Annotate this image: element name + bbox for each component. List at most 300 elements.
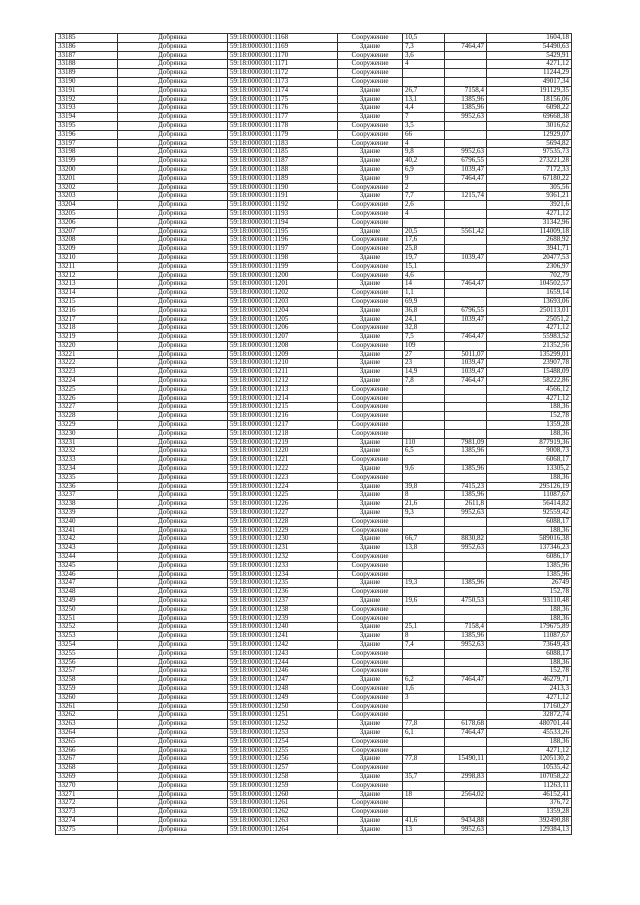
cell-cadastral-number: 59:18:0000301:1222 xyxy=(228,465,338,474)
cell-locality: Добрянка xyxy=(118,588,228,597)
cell-cadastral-value: 135299,01 xyxy=(487,350,572,359)
cell-index: 33229 xyxy=(56,421,118,430)
cell-unit-cost xyxy=(445,201,487,210)
cell-object-type: Здание xyxy=(338,640,403,649)
cell-unit-cost: 1039,47 xyxy=(445,165,487,174)
table-row xyxy=(56,227,572,236)
cell-area: 19,7 xyxy=(403,253,445,262)
cell-cadastral-number: 59:18:0000301:1234 xyxy=(228,570,338,579)
cell-locality: Добрянка xyxy=(118,447,228,456)
cell-cadastral-value: 1359,28 xyxy=(487,808,572,817)
cell-unit-cost: 6796,55 xyxy=(445,157,487,166)
cell-index: 33194 xyxy=(56,113,118,122)
cell-cadastral-number: 59:18:0000301:1255 xyxy=(228,746,338,755)
cell-cadastral-value: 7172,33 xyxy=(487,165,572,174)
cell-object-type: Сооружение xyxy=(338,473,403,482)
cell-cadastral-value: 2688,92 xyxy=(487,236,572,245)
table-row xyxy=(56,412,572,421)
cell-unit-cost: 1385,96 xyxy=(445,95,487,104)
cell-cadastral-value: 188,36 xyxy=(487,473,572,482)
cell-cadastral-number: 59:18:0000301:1185 xyxy=(228,148,338,157)
cell-cadastral-number: 59:18:0000301:1174 xyxy=(228,86,338,95)
cell-cadastral-number: 59:18:0000301:1246 xyxy=(228,667,338,676)
cell-index: 33216 xyxy=(56,306,118,315)
cell-index: 33198 xyxy=(56,148,118,157)
cell-cadastral-value: 4271,12 xyxy=(487,746,572,755)
cell-cadastral-value: 45533,26 xyxy=(487,728,572,737)
cell-area xyxy=(403,553,445,562)
cell-area: 9,6 xyxy=(403,465,445,474)
table-row xyxy=(56,86,572,95)
cell-cadastral-value: 10535,42 xyxy=(487,764,572,773)
cell-locality: Добрянка xyxy=(118,421,228,430)
cell-cadastral-number: 59:18:0000301:1210 xyxy=(228,359,338,368)
table-row xyxy=(56,280,572,289)
cell-cadastral-value: 9008,73 xyxy=(487,447,572,456)
cell-cadastral-value: 188,36 xyxy=(487,614,572,623)
cell-locality: Добрянка xyxy=(118,676,228,685)
cell-unit-cost: 1215,74 xyxy=(445,192,487,201)
cell-cadastral-number: 59:18:0000301:1229 xyxy=(228,526,338,535)
cell-cadastral-number: 59:18:0000301:1216 xyxy=(228,412,338,421)
cell-index: 33228 xyxy=(56,412,118,421)
cell-locality: Добрянка xyxy=(118,289,228,298)
cell-object-type: Сооружение xyxy=(338,271,403,280)
table-row xyxy=(56,649,572,658)
cell-area: 66,7 xyxy=(403,535,445,544)
cell-area xyxy=(403,517,445,526)
cell-cadastral-number: 59:18:0000301:1225 xyxy=(228,491,338,500)
cell-cadastral-number: 59:18:0000301:1238 xyxy=(228,605,338,614)
cell-cadastral-value: 1359,28 xyxy=(487,421,572,430)
cell-unit-cost xyxy=(445,473,487,482)
cell-locality: Добрянка xyxy=(118,60,228,69)
cell-area: 23 xyxy=(403,359,445,368)
cell-locality: Добрянка xyxy=(118,728,228,737)
cell-area: 14 xyxy=(403,280,445,289)
cell-cadastral-number: 59:18:0000301:1214 xyxy=(228,394,338,403)
cell-index: 33254 xyxy=(56,640,118,649)
cell-cadastral-number: 59:18:0000301:1254 xyxy=(228,737,338,746)
cell-cadastral-value: 49017,34 xyxy=(487,77,572,86)
cell-index: 33202 xyxy=(56,183,118,192)
cell-area: 19,6 xyxy=(403,597,445,606)
cell-area: 77,8 xyxy=(403,755,445,764)
cell-cadastral-value: 295126,19 xyxy=(487,482,572,491)
cell-object-type: Сооружение xyxy=(338,649,403,658)
cell-area: 1,1 xyxy=(403,289,445,298)
cell-locality: Добрянка xyxy=(118,192,228,201)
cell-index: 33197 xyxy=(56,139,118,148)
cell-cadastral-number: 59:18:0000301:1206 xyxy=(228,324,338,333)
cell-cadastral-value: 6088,17 xyxy=(487,517,572,526)
cell-index: 33211 xyxy=(56,262,118,271)
cell-object-type: Сооружение xyxy=(338,429,403,438)
cell-area: 4 xyxy=(403,209,445,218)
cell-locality: Добрянка xyxy=(118,403,228,412)
cell-object-type: Сооружение xyxy=(338,236,403,245)
cell-object-type: Здание xyxy=(338,165,403,174)
cell-unit-cost xyxy=(445,139,487,148)
cell-unit-cost: 2998,83 xyxy=(445,772,487,781)
cell-locality: Добрянка xyxy=(118,711,228,720)
cell-cadastral-value: 250113,01 xyxy=(487,306,572,315)
cell-unit-cost xyxy=(445,297,487,306)
cell-object-type: Сооружение xyxy=(338,684,403,693)
cell-unit-cost xyxy=(445,667,487,676)
cell-unit-cost xyxy=(445,209,487,218)
cell-unit-cost: 7158,4 xyxy=(445,86,487,95)
cell-index: 33263 xyxy=(56,720,118,729)
cell-locality: Добрянка xyxy=(118,746,228,755)
cell-cadastral-value: 305,56 xyxy=(487,183,572,192)
cell-object-type: Сооружение xyxy=(338,297,403,306)
cell-object-type: Здание xyxy=(338,597,403,606)
cell-cadastral-value: 4271,12 xyxy=(487,324,572,333)
cell-object-type: Сооружение xyxy=(338,34,403,43)
cell-index: 33185 xyxy=(56,34,118,43)
cell-area xyxy=(403,588,445,597)
cell-cadastral-number: 59:18:0000301:1171 xyxy=(228,60,338,69)
cell-locality: Добрянка xyxy=(118,280,228,289)
cell-index: 33267 xyxy=(56,755,118,764)
cell-cadastral-value: 15488,09 xyxy=(487,368,572,377)
cell-area: 35,7 xyxy=(403,772,445,781)
cell-cadastral-number: 59:18:0000301:1173 xyxy=(228,77,338,86)
cell-area: 4 xyxy=(403,60,445,69)
table-row xyxy=(56,667,572,676)
cell-cadastral-value: 589016,38 xyxy=(487,535,572,544)
cell-locality: Добрянка xyxy=(118,649,228,658)
table-row xyxy=(56,95,572,104)
cell-cadastral-number: 59:18:0000301:1250 xyxy=(228,702,338,711)
cell-area xyxy=(403,218,445,227)
table-row xyxy=(56,553,572,562)
cell-cadastral-value: 69668,38 xyxy=(487,113,572,122)
cell-cadastral-number: 59:18:0000301:1263 xyxy=(228,816,338,825)
cell-cadastral-number: 59:18:0000301:1188 xyxy=(228,165,338,174)
cell-area: 14,9 xyxy=(403,368,445,377)
cell-object-type: Сооружение xyxy=(338,385,403,394)
cell-area xyxy=(403,412,445,421)
table-row xyxy=(56,157,572,166)
cell-locality: Добрянка xyxy=(118,781,228,790)
cell-unit-cost xyxy=(445,808,487,817)
table-row xyxy=(56,597,572,606)
cell-cadastral-value: 1385,96 xyxy=(487,570,572,579)
cell-object-type: Здание xyxy=(338,174,403,183)
cell-object-type: Здание xyxy=(338,113,403,122)
cell-index: 33274 xyxy=(56,816,118,825)
cell-locality: Добрянка xyxy=(118,684,228,693)
cell-locality: Добрянка xyxy=(118,218,228,227)
cell-index: 33252 xyxy=(56,623,118,632)
cell-index: 33233 xyxy=(56,456,118,465)
cell-cadastral-value: 12929,07 xyxy=(487,130,572,139)
cell-locality: Добрянка xyxy=(118,623,228,632)
cell-index: 33220 xyxy=(56,341,118,350)
cell-area: 9 xyxy=(403,174,445,183)
cell-object-type: Сооружение xyxy=(338,658,403,667)
cell-object-type: Здание xyxy=(338,192,403,201)
cell-cadastral-number: 59:18:0000301:1197 xyxy=(228,245,338,254)
table-row xyxy=(56,148,572,157)
table-row xyxy=(56,77,572,86)
cell-unit-cost: 1039,47 xyxy=(445,315,487,324)
cell-unit-cost: 7464,47 xyxy=(445,676,487,685)
cell-index: 33195 xyxy=(56,121,118,130)
table-row xyxy=(56,438,572,447)
cell-unit-cost: 5561,42 xyxy=(445,227,487,236)
cell-unit-cost: 15490,11 xyxy=(445,755,487,764)
cell-object-type: Сооружение xyxy=(338,667,403,676)
table-row xyxy=(56,799,572,808)
cell-cadastral-value: 129384,13 xyxy=(487,825,572,834)
cell-locality: Добрянка xyxy=(118,350,228,359)
cell-cadastral-number: 59:18:0000301:1261 xyxy=(228,799,338,808)
cell-cadastral-number: 59:18:0000301:1203 xyxy=(228,297,338,306)
table-row xyxy=(56,192,572,201)
cell-locality: Добрянка xyxy=(118,465,228,474)
cell-cadastral-value: 5429,91 xyxy=(487,51,572,60)
cell-cadastral-number: 59:18:0000301:1252 xyxy=(228,720,338,729)
cell-object-type: Здание xyxy=(338,95,403,104)
cell-cadastral-value: 11087,67 xyxy=(487,491,572,500)
cell-cadastral-number: 59:18:0000301:1247 xyxy=(228,676,338,685)
cell-locality: Добрянка xyxy=(118,772,228,781)
cell-cadastral-number: 59:18:0000301:1233 xyxy=(228,561,338,570)
table-row xyxy=(56,289,572,298)
cell-cadastral-value: 11244,29 xyxy=(487,69,572,78)
cell-object-type: Здание xyxy=(338,825,403,834)
cell-unit-cost xyxy=(445,614,487,623)
cell-unit-cost xyxy=(445,711,487,720)
table-row xyxy=(56,403,572,412)
cell-object-type: Здание xyxy=(338,253,403,262)
cell-area: 32,8 xyxy=(403,324,445,333)
cell-object-type: Здание xyxy=(338,755,403,764)
table-row xyxy=(56,632,572,641)
cell-locality: Добрянка xyxy=(118,720,228,729)
cell-area: 9,8 xyxy=(403,148,445,157)
cell-object-type: Здание xyxy=(338,368,403,377)
cell-object-type: Сооружение xyxy=(338,561,403,570)
cell-locality: Добрянка xyxy=(118,693,228,702)
cell-index: 33235 xyxy=(56,473,118,482)
table-row xyxy=(56,526,572,535)
cell-unit-cost xyxy=(445,570,487,579)
cell-area: 7,8 xyxy=(403,377,445,386)
cell-locality: Добрянка xyxy=(118,614,228,623)
cell-object-type: Здание xyxy=(338,350,403,359)
cell-cadastral-number: 59:18:0000301:1256 xyxy=(228,755,338,764)
cell-cadastral-value: 17160,27 xyxy=(487,702,572,711)
table-row xyxy=(56,429,572,438)
cell-cadastral-number: 59:18:0000301:1189 xyxy=(228,174,338,183)
cell-index: 33231 xyxy=(56,438,118,447)
cell-object-type: Здание xyxy=(338,816,403,825)
table-row xyxy=(56,209,572,218)
cell-area xyxy=(403,561,445,570)
cell-area xyxy=(403,781,445,790)
cell-index: 33257 xyxy=(56,667,118,676)
cell-locality: Добрянка xyxy=(118,139,228,148)
cell-index: 33210 xyxy=(56,253,118,262)
cell-object-type: Здание xyxy=(338,676,403,685)
cell-cadastral-value: 273221,28 xyxy=(487,157,572,166)
cell-area: 40,2 xyxy=(403,157,445,166)
cell-object-type: Сооружение xyxy=(338,421,403,430)
cell-cadastral-number: 59:18:0000301:1231 xyxy=(228,544,338,553)
cell-locality: Добрянка xyxy=(118,658,228,667)
table-row xyxy=(56,183,572,192)
table-row xyxy=(56,42,572,51)
cell-locality: Добрянка xyxy=(118,324,228,333)
cell-cadastral-number: 59:18:0000301:1202 xyxy=(228,289,338,298)
cell-unit-cost xyxy=(445,693,487,702)
cell-index: 33204 xyxy=(56,201,118,210)
cell-cadastral-value: 93110,48 xyxy=(487,597,572,606)
cell-cadastral-number: 59:18:0000301:1240 xyxy=(228,623,338,632)
cell-unit-cost: 8830,82 xyxy=(445,535,487,544)
table-row xyxy=(56,816,572,825)
cell-cadastral-number: 59:18:0000301:1211 xyxy=(228,368,338,377)
cell-unit-cost xyxy=(445,746,487,755)
cell-cadastral-number: 59:18:0000301:1215 xyxy=(228,403,338,412)
cell-object-type: Сооружение xyxy=(338,403,403,412)
cell-cadastral-value: 1604,18 xyxy=(487,34,572,43)
cell-cadastral-value: 20477,53 xyxy=(487,253,572,262)
cell-locality: Добрянка xyxy=(118,95,228,104)
table-row xyxy=(56,456,572,465)
cell-object-type: Сооружение xyxy=(338,130,403,139)
cell-area: 6,1 xyxy=(403,728,445,737)
cell-locality: Добрянка xyxy=(118,544,228,553)
cell-object-type: Сооружение xyxy=(338,262,403,271)
cell-cadastral-number: 59:18:0000301:1221 xyxy=(228,456,338,465)
cell-index: 33273 xyxy=(56,808,118,817)
cell-index: 33258 xyxy=(56,676,118,685)
table-row xyxy=(56,201,572,210)
cell-area xyxy=(403,808,445,817)
cell-cadastral-number: 59:18:0000301:1219 xyxy=(228,438,338,447)
cell-cadastral-number: 59:18:0000301:1178 xyxy=(228,121,338,130)
cell-object-type: Сооружение xyxy=(338,746,403,755)
table-row xyxy=(56,130,572,139)
cell-cadastral-number: 59:18:0000301:1251 xyxy=(228,711,338,720)
cell-cadastral-value: 1385,96 xyxy=(487,561,572,570)
cell-unit-cost: 9952,63 xyxy=(445,509,487,518)
cell-locality: Добрянка xyxy=(118,605,228,614)
cell-locality: Добрянка xyxy=(118,579,228,588)
cell-object-type: Здание xyxy=(338,333,403,342)
table-row xyxy=(56,579,572,588)
cell-locality: Добрянка xyxy=(118,271,228,280)
table-row xyxy=(56,588,572,597)
cell-cadastral-value: 25051,2 xyxy=(487,315,572,324)
table-row xyxy=(56,34,572,43)
cell-cadastral-number: 59:18:0000301:1170 xyxy=(228,51,338,60)
cell-area xyxy=(403,456,445,465)
cell-area: 24,1 xyxy=(403,315,445,324)
cell-locality: Добрянка xyxy=(118,315,228,324)
cell-unit-cost xyxy=(445,764,487,773)
cell-area: 19,3 xyxy=(403,579,445,588)
cell-area xyxy=(403,429,445,438)
cell-object-type: Сооружение xyxy=(338,764,403,773)
cell-index: 33217 xyxy=(56,315,118,324)
cell-locality: Добрянка xyxy=(118,702,228,711)
table-row xyxy=(56,359,572,368)
cell-index: 33266 xyxy=(56,746,118,755)
cell-unit-cost xyxy=(445,324,487,333)
cell-cadastral-number: 59:18:0000301:1175 xyxy=(228,95,338,104)
cell-object-type: Здание xyxy=(338,227,403,236)
cell-unit-cost xyxy=(445,69,487,78)
cell-area xyxy=(403,77,445,86)
cell-object-type: Здание xyxy=(338,86,403,95)
table-row xyxy=(56,165,572,174)
cell-object-type: Сооружение xyxy=(338,553,403,562)
cell-index: 33205 xyxy=(56,209,118,218)
cell-cadastral-value: 114009,18 xyxy=(487,227,572,236)
cell-index: 33243 xyxy=(56,544,118,553)
cell-object-type: Здание xyxy=(338,306,403,315)
cell-locality: Добрянка xyxy=(118,438,228,447)
cell-area: 7,3 xyxy=(403,42,445,51)
cell-object-type: Сооружение xyxy=(338,693,403,702)
cell-unit-cost: 1385,96 xyxy=(445,465,487,474)
cell-unit-cost: 1385,96 xyxy=(445,491,487,500)
cell-locality: Добрянка xyxy=(118,104,228,113)
cell-object-type: Здание xyxy=(338,790,403,799)
cell-area: 2,6 xyxy=(403,201,445,210)
cell-object-type: Здание xyxy=(338,632,403,641)
cell-index: 33250 xyxy=(56,605,118,614)
cell-cadastral-value: 11087,67 xyxy=(487,632,572,641)
cell-unit-cost xyxy=(445,121,487,130)
cell-cadastral-value: 13305,2 xyxy=(487,465,572,474)
cell-unit-cost xyxy=(445,51,487,60)
cell-index: 33245 xyxy=(56,561,118,570)
cell-locality: Добрянка xyxy=(118,553,228,562)
cell-cadastral-number: 59:18:0000301:1260 xyxy=(228,790,338,799)
cell-area: 8 xyxy=(403,491,445,500)
cell-cadastral-number: 59:18:0000301:1199 xyxy=(228,262,338,271)
cell-unit-cost xyxy=(445,588,487,597)
cell-area xyxy=(403,658,445,667)
cell-locality: Добрянка xyxy=(118,333,228,342)
table-row xyxy=(56,245,572,254)
cell-area: 41,6 xyxy=(403,816,445,825)
cell-object-type: Здание xyxy=(338,359,403,368)
cell-object-type: Сооружение xyxy=(338,77,403,86)
cell-locality: Добрянка xyxy=(118,632,228,641)
cell-index: 33241 xyxy=(56,526,118,535)
cell-object-type: Сооружение xyxy=(338,245,403,254)
table-row xyxy=(56,174,572,183)
cell-unit-cost: 7464,47 xyxy=(445,333,487,342)
cell-cadastral-value: 480701,44 xyxy=(487,720,572,729)
cell-unit-cost xyxy=(445,781,487,790)
cell-index: 33249 xyxy=(56,597,118,606)
cell-area xyxy=(403,526,445,535)
cell-locality: Добрянка xyxy=(118,808,228,817)
cell-cadastral-value: 137346,23 xyxy=(487,544,572,553)
cell-object-type: Здание xyxy=(338,491,403,500)
cell-index: 33203 xyxy=(56,192,118,201)
cell-area: 18 xyxy=(403,790,445,799)
